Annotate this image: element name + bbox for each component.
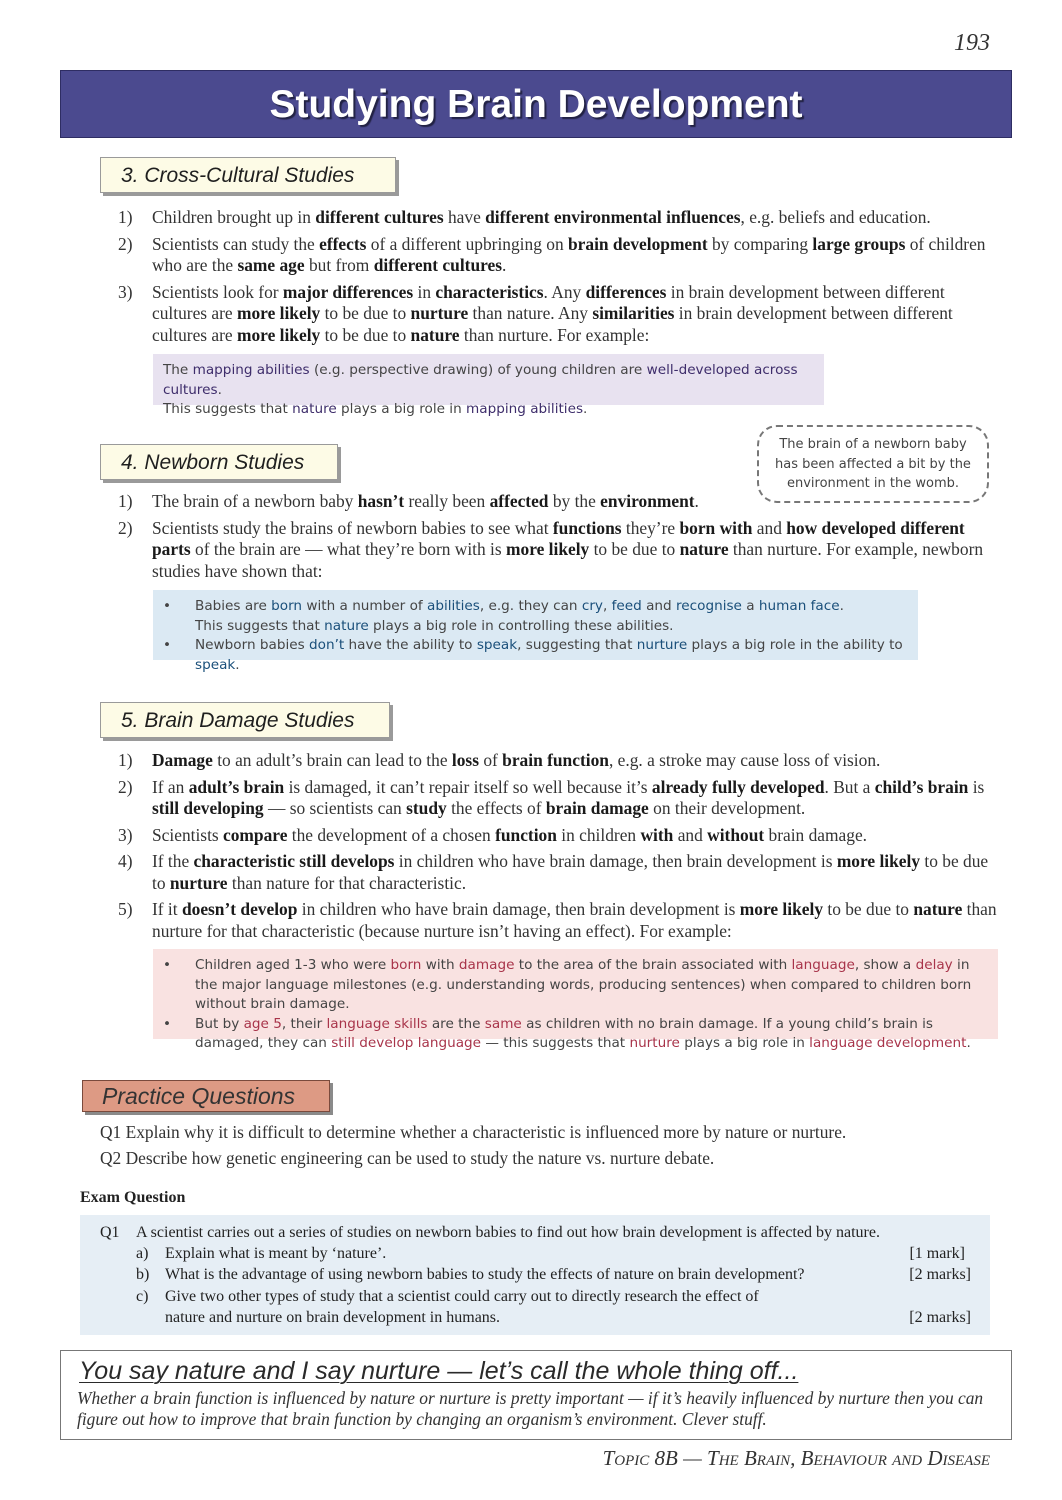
key-term: nature — [324, 617, 369, 634]
exam-part-a-num: a) — [136, 1245, 149, 1262]
list-item — [118, 851, 998, 894]
example-line — [163, 636, 908, 675]
key-term: still developing — [152, 798, 264, 818]
key-term: hasn’t — [357, 491, 405, 511]
list-item-text: Scientists look for major differences in characteristics. Any differences in brain development between different cultures are more likely to be due to nurture than nature. Any similarities in brain development between different cultures are more likely to be due to nature than nurture. For example: — [152, 281, 953, 345]
key-term: different cultures — [315, 207, 444, 227]
example-box-mapping — [153, 354, 824, 417]
summary-text: Whether a brain function is influenced by nature or nurture is pretty important — if it’s heavily influenced by nurture then you can figure out how to improve that brain function by changing an organism’s environment. Clever stuff. — [77, 1388, 984, 1429]
key-term: still develop language — [331, 1035, 482, 1051]
exam-part-a-mark: [1 mark] — [909, 1245, 965, 1262]
key-term: feed — [611, 598, 642, 614]
section-heading-brain-damage: 5. Brain Damage Studies — [100, 702, 390, 738]
exam-q-text: A scientist carries out a series of studies on newborn babies to find out how brain development is affected by nature. — [136, 1224, 880, 1241]
list-item-text: Damage to an adult’s brain can lead to the loss of brain function, e.g. a stroke may cause loss of vision. — [152, 750, 881, 770]
exam-part-a-text: Explain what is meant by ‘nature’. — [165, 1245, 387, 1262]
list-item — [118, 750, 998, 772]
key-term: don’t — [309, 637, 345, 653]
key-term: nature — [679, 539, 729, 559]
key-term: language development — [809, 1035, 967, 1051]
list-item-number: 1) — [118, 491, 133, 511]
example-line — [163, 1015, 988, 1054]
key-term: loss — [451, 750, 479, 770]
key-term: already fully developed — [651, 776, 825, 797]
key-term: child’s brain — [874, 776, 969, 797]
list-item-number: 5) — [118, 899, 133, 919]
summary-title: You say nature and I say nurture — let’s call the whole thing off... — [79, 1357, 799, 1385]
key-term: more likely — [836, 851, 921, 871]
cross-cultural-list — [118, 207, 998, 351]
bullet-icon: • — [163, 637, 172, 653]
list-item-number: 3) — [118, 824, 133, 845]
key-term: study — [406, 798, 447, 818]
practice-questions-heading: Practice Questions — [82, 1080, 330, 1112]
key-term: characteristics — [435, 281, 544, 302]
key-term: nature — [913, 899, 963, 919]
example-line: This suggests that nature plays a big role in mapping abilities. — [163, 401, 588, 417]
practice-question-1: Q1 Explain why it is difficult to determine whether a characteristic is influenced more by nature or nurture. — [100, 1122, 847, 1142]
key-term: cry — [581, 598, 603, 614]
key-term: major differences — [282, 281, 414, 302]
exam-q-num: Q1 — [100, 1224, 120, 1241]
key-term: age 5 — [243, 1015, 282, 1032]
key-term: different cultures — [373, 255, 503, 275]
key-term: doesn’t develop — [181, 899, 298, 919]
example-line — [163, 617, 908, 637]
key-term: with — [640, 824, 674, 845]
example-text: Babies are born with a number of abilities, e.g. they can cry, feed and recognise a human face. — [195, 598, 844, 614]
bullet-icon: • — [163, 957, 172, 973]
practice-question-2: Q2 Describe how genetic engineering can be used to study the nature vs. nurture debate. — [100, 1148, 715, 1168]
list-item — [118, 282, 998, 347]
summary-box — [60, 1350, 1012, 1440]
key-term: compare — [223, 824, 288, 845]
key-term: large groups — [812, 233, 906, 254]
exam-part-b-mark: [2 marks] — [909, 1266, 971, 1283]
list-item — [118, 518, 998, 583]
key-term: nature — [410, 324, 460, 345]
list-item-number: 1) — [118, 750, 133, 770]
list-item — [118, 234, 998, 277]
list-item-text: Children brought up in different cultures have different environmental influences, e.g. beliefs and education. — [152, 207, 931, 227]
page-number: 193 — [954, 30, 990, 56]
list-item-number: 2) — [118, 776, 133, 797]
list-item — [118, 491, 998, 513]
list-item-number: 4) — [118, 851, 133, 871]
key-term: brain function — [502, 750, 609, 770]
key-term: different environmental influences — [485, 207, 741, 227]
example-text: This suggests that nature plays a big role in controlling these abilities. — [195, 617, 674, 634]
list-item-text: If it doesn’t develop in children who have brain damage, then brain development is more likely to be due to nature than nurture for that characteristic (because nurture isn’t having an effect). For example: — [152, 899, 997, 941]
key-term: same age — [237, 255, 305, 275]
brain-damage-list — [118, 750, 998, 947]
key-term: functions — [552, 517, 622, 538]
key-term: differences — [585, 281, 667, 302]
exam-part-b-text: What is the advantage of using newborn babies to study the effects of nature on brain development? — [165, 1266, 805, 1283]
exam-part-c-text-1: Give two other types of study that a scientist could carry out to directly research the effect of — [165, 1288, 759, 1305]
key-term: mapping abilities — [466, 401, 584, 417]
key-term: environment — [600, 491, 695, 511]
list-item-number: 3) — [118, 281, 133, 302]
key-term: effects — [319, 233, 367, 254]
exam-part-b-num: b) — [136, 1266, 150, 1283]
key-term: nature — [292, 401, 337, 417]
example-line: The mapping abilities (e.g. perspective drawing) of young children are well-developed across cultures. — [163, 362, 798, 398]
title-banner — [60, 70, 1012, 138]
key-term: brain damage — [545, 798, 649, 818]
example-line — [163, 597, 908, 617]
key-term: how developed different parts — [152, 517, 965, 559]
key-term: delay — [915, 957, 953, 973]
example-text: Children aged 1-3 who were born with damage to the area of the brain associated with language, show a delay in the major language milestones (e.g. understanding words, producing sentences) when compared to children born without brain damage. — [195, 957, 972, 1012]
example-box-brain-damage — [153, 949, 998, 1051]
section-heading-newborn: 4. Newborn Studies — [100, 444, 338, 480]
key-term: human face — [758, 598, 840, 614]
key-term: adult’s brain — [188, 776, 285, 797]
exam-question-label: Exam Question — [80, 1189, 186, 1206]
list-item — [118, 825, 998, 847]
key-term: without — [707, 824, 765, 845]
newborn-list — [118, 491, 998, 587]
topic-footer: Topic 8B — The Brain, Behaviour and Disease — [602, 1446, 990, 1470]
key-term: recognise — [676, 598, 742, 614]
key-term: nurture — [636, 637, 688, 653]
section-heading-cross-cultural: 3. Cross-Cultural Studies — [100, 157, 396, 193]
key-term: more likely — [506, 539, 590, 559]
list-item-text: Scientists study the brains of newborn babies to see what functions they’re born with and how developed different parts of the brain are — what they’re born with is more likely to be due to nature than nurture. For example, newborn studies have shown that: — [152, 517, 984, 581]
key-term: speak — [476, 637, 518, 653]
key-term: damage — [458, 957, 515, 973]
exam-part-c-text-2: nature and nurture on brain development in humans. — [165, 1309, 501, 1326]
example-box-newborn — [153, 590, 918, 673]
key-term: similarities — [592, 303, 675, 323]
list-item — [118, 777, 998, 820]
list-item-number: 1) — [118, 207, 133, 227]
example-text: But by age 5, their language skills are the same as children with no brain damage. If a young child’s brain is damaged, they can still develop language — this suggests that nurture plays a big role in language development. — [195, 1015, 971, 1051]
key-term: characteristic still develops — [193, 851, 395, 871]
key-term: same — [484, 1015, 522, 1032]
key-term: more likely — [236, 324, 321, 345]
key-term: function — [495, 824, 557, 845]
key-term: speak — [195, 656, 236, 673]
key-term: Damage — [152, 750, 213, 770]
list-item-number: 2) — [118, 233, 133, 254]
key-term: nurture — [410, 303, 469, 323]
bullet-icon: • — [163, 598, 172, 614]
key-term: well-developed across cultures — [163, 362, 798, 398]
exam-question-box — [80, 1215, 990, 1335]
example-line — [163, 956, 988, 1015]
key-term: born with — [679, 517, 753, 538]
list-item-number: 2) — [118, 517, 133, 538]
key-term: born — [271, 598, 303, 614]
page-title: Studying Brain Development — [269, 83, 803, 126]
list-item-text: The brain of a newborn baby hasn’t really been affected by the environment. — [152, 491, 699, 511]
key-term: mapping abilities — [192, 362, 310, 378]
key-term: affected — [489, 491, 549, 511]
exam-part-c-mark: [2 marks] — [909, 1309, 971, 1326]
key-term: abilities — [427, 598, 480, 614]
example-text: Newborn babies don’t have the ability to speak, suggesting that nurture plays a big role in the ability to speak. — [195, 637, 903, 673]
newborn-callout: The brain of a newborn baby has been affected a bit by the environment in the womb. — [757, 425, 989, 503]
list-item-text: If an adult’s brain is damaged, it can’t repair itself so well because it’s already fully developed. But a child’s brain is still developing — so scientists can study the effects of brain damage on their development. — [152, 776, 985, 818]
key-term: nurture — [169, 872, 228, 893]
list-item-text: Scientists compare the development of a chosen function in children with and without brain damage. — [152, 824, 868, 845]
list-item — [118, 899, 998, 942]
key-term: more likely — [236, 303, 321, 323]
key-term: brain development — [568, 233, 708, 254]
list-item-text: Scientists can study the effects of a different upbringing on brain development by comparing large groups of children who are the same age but from different cultures. — [152, 233, 986, 275]
key-term: language skills — [326, 1015, 428, 1032]
key-term: born — [390, 957, 422, 973]
exam-part-c-num: c) — [136, 1288, 149, 1305]
key-term: nurture — [629, 1035, 680, 1051]
key-term: more likely — [739, 899, 824, 919]
bullet-icon: • — [163, 1015, 172, 1032]
list-item — [118, 207, 998, 229]
list-item-text: If the characteristic still develops in children who have brain damage, then brain development is more likely to be due to nurture than nature for that characteristic. — [152, 851, 989, 893]
key-term: language — [791, 957, 855, 973]
